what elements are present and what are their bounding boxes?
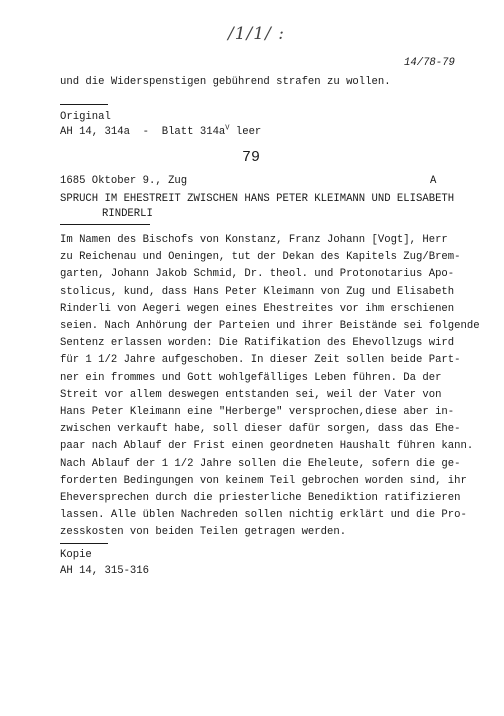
body-line: seien. Nach Anhörung der Parteien und ihrer Beistände sei folgende bbox=[60, 320, 480, 333]
previous-document-closing-line: und die Widerspenstigen gebührend strafen zu wollen. bbox=[60, 76, 391, 88]
document-body bbox=[60, 232, 480, 542]
body-line: Sentenz erlassen worden: Die Ratifikation des Ehevollzugs wird bbox=[60, 337, 455, 350]
body-line: lassen. Alle üblen Nachreden sollen nichtig erklärt und die Pro- bbox=[60, 509, 467, 522]
divider bbox=[60, 104, 108, 105]
body-line: zesskosten von beiden Teilen getragen werden. bbox=[60, 526, 347, 539]
document-date-place: 1685 Oktober 9., Zug bbox=[60, 175, 188, 187]
page-reference: 14/78-79 bbox=[404, 57, 455, 69]
body-line: forderten Bedingungen von keinem Teil gebrochen worden sind, ihr bbox=[60, 474, 467, 487]
document-number: 79 bbox=[242, 149, 261, 166]
document-type-code: A bbox=[430, 175, 437, 187]
title-divider bbox=[60, 224, 150, 225]
body-line: zwischen verkauft habe, soll dieser dafür sorgen, dass das Ehe- bbox=[60, 423, 461, 436]
previous-source-ref-text: AH 14, 314a - Blatt 314a bbox=[60, 126, 226, 138]
handwritten-mark: /1/1/ : bbox=[228, 24, 285, 44]
source-reference: AH 14, 315-316 bbox=[60, 565, 150, 577]
body-line: paar nach Ablauf der Frist einen geordneten Haushalt führen kann. bbox=[60, 440, 474, 453]
previous-source-sup: V bbox=[225, 124, 230, 133]
body-line: Streit vor allem deswegen entstanden sei, weil der Vater von bbox=[60, 388, 442, 401]
source-label: Kopie bbox=[60, 549, 92, 561]
previous-source-label: Original bbox=[60, 111, 111, 123]
body-line: für 1 1/2 Jahre aufgeschoben. In dieser Zeit sollen beide Part- bbox=[60, 354, 461, 367]
body-line: ner ein frommes und Gott wohlgefälliges Leben führen. Da der bbox=[60, 371, 442, 384]
divider-bottom bbox=[60, 543, 108, 544]
body-line: Hans Peter Kleimann eine "Herberge" versprochen,diese aber in- bbox=[60, 406, 455, 419]
body-line: Im Namen des Bischofs von Konstanz, Franz Johann [Vogt], Herr bbox=[60, 234, 448, 246]
document-title-line1: SPRUCH IM EHESTREIT ZWISCHEN HANS PETER KLEIMANN UND ELISABETH bbox=[60, 193, 455, 205]
body-line: zu Reichenau und Oeningen, tut der Dekan des Kapitels Zug/Brem- bbox=[60, 251, 461, 264]
document-title-line2: RINDERLI bbox=[102, 208, 153, 220]
previous-source-reference bbox=[60, 124, 261, 141]
body-line: stolicus, kund, dass Hans Peter Kleimann von Zug und Elisabeth bbox=[60, 285, 455, 298]
body-line: Rinderli von Aegeri wegen eines Ehestreites vor ihm erschienen bbox=[60, 302, 455, 315]
body-line: Nach Ablauf der 1 1/2 Jahre sollen die Eheleute, sofern die ge- bbox=[60, 457, 461, 470]
body-line: Eheversprechen durch die priesterliche Benediktion ratifizieren bbox=[60, 492, 461, 505]
previous-source-suffix: leer bbox=[229, 126, 262, 138]
body-line: garten, Johann Jakob Schmid, Dr. theol. und Protonotarius Apo- bbox=[60, 268, 455, 281]
